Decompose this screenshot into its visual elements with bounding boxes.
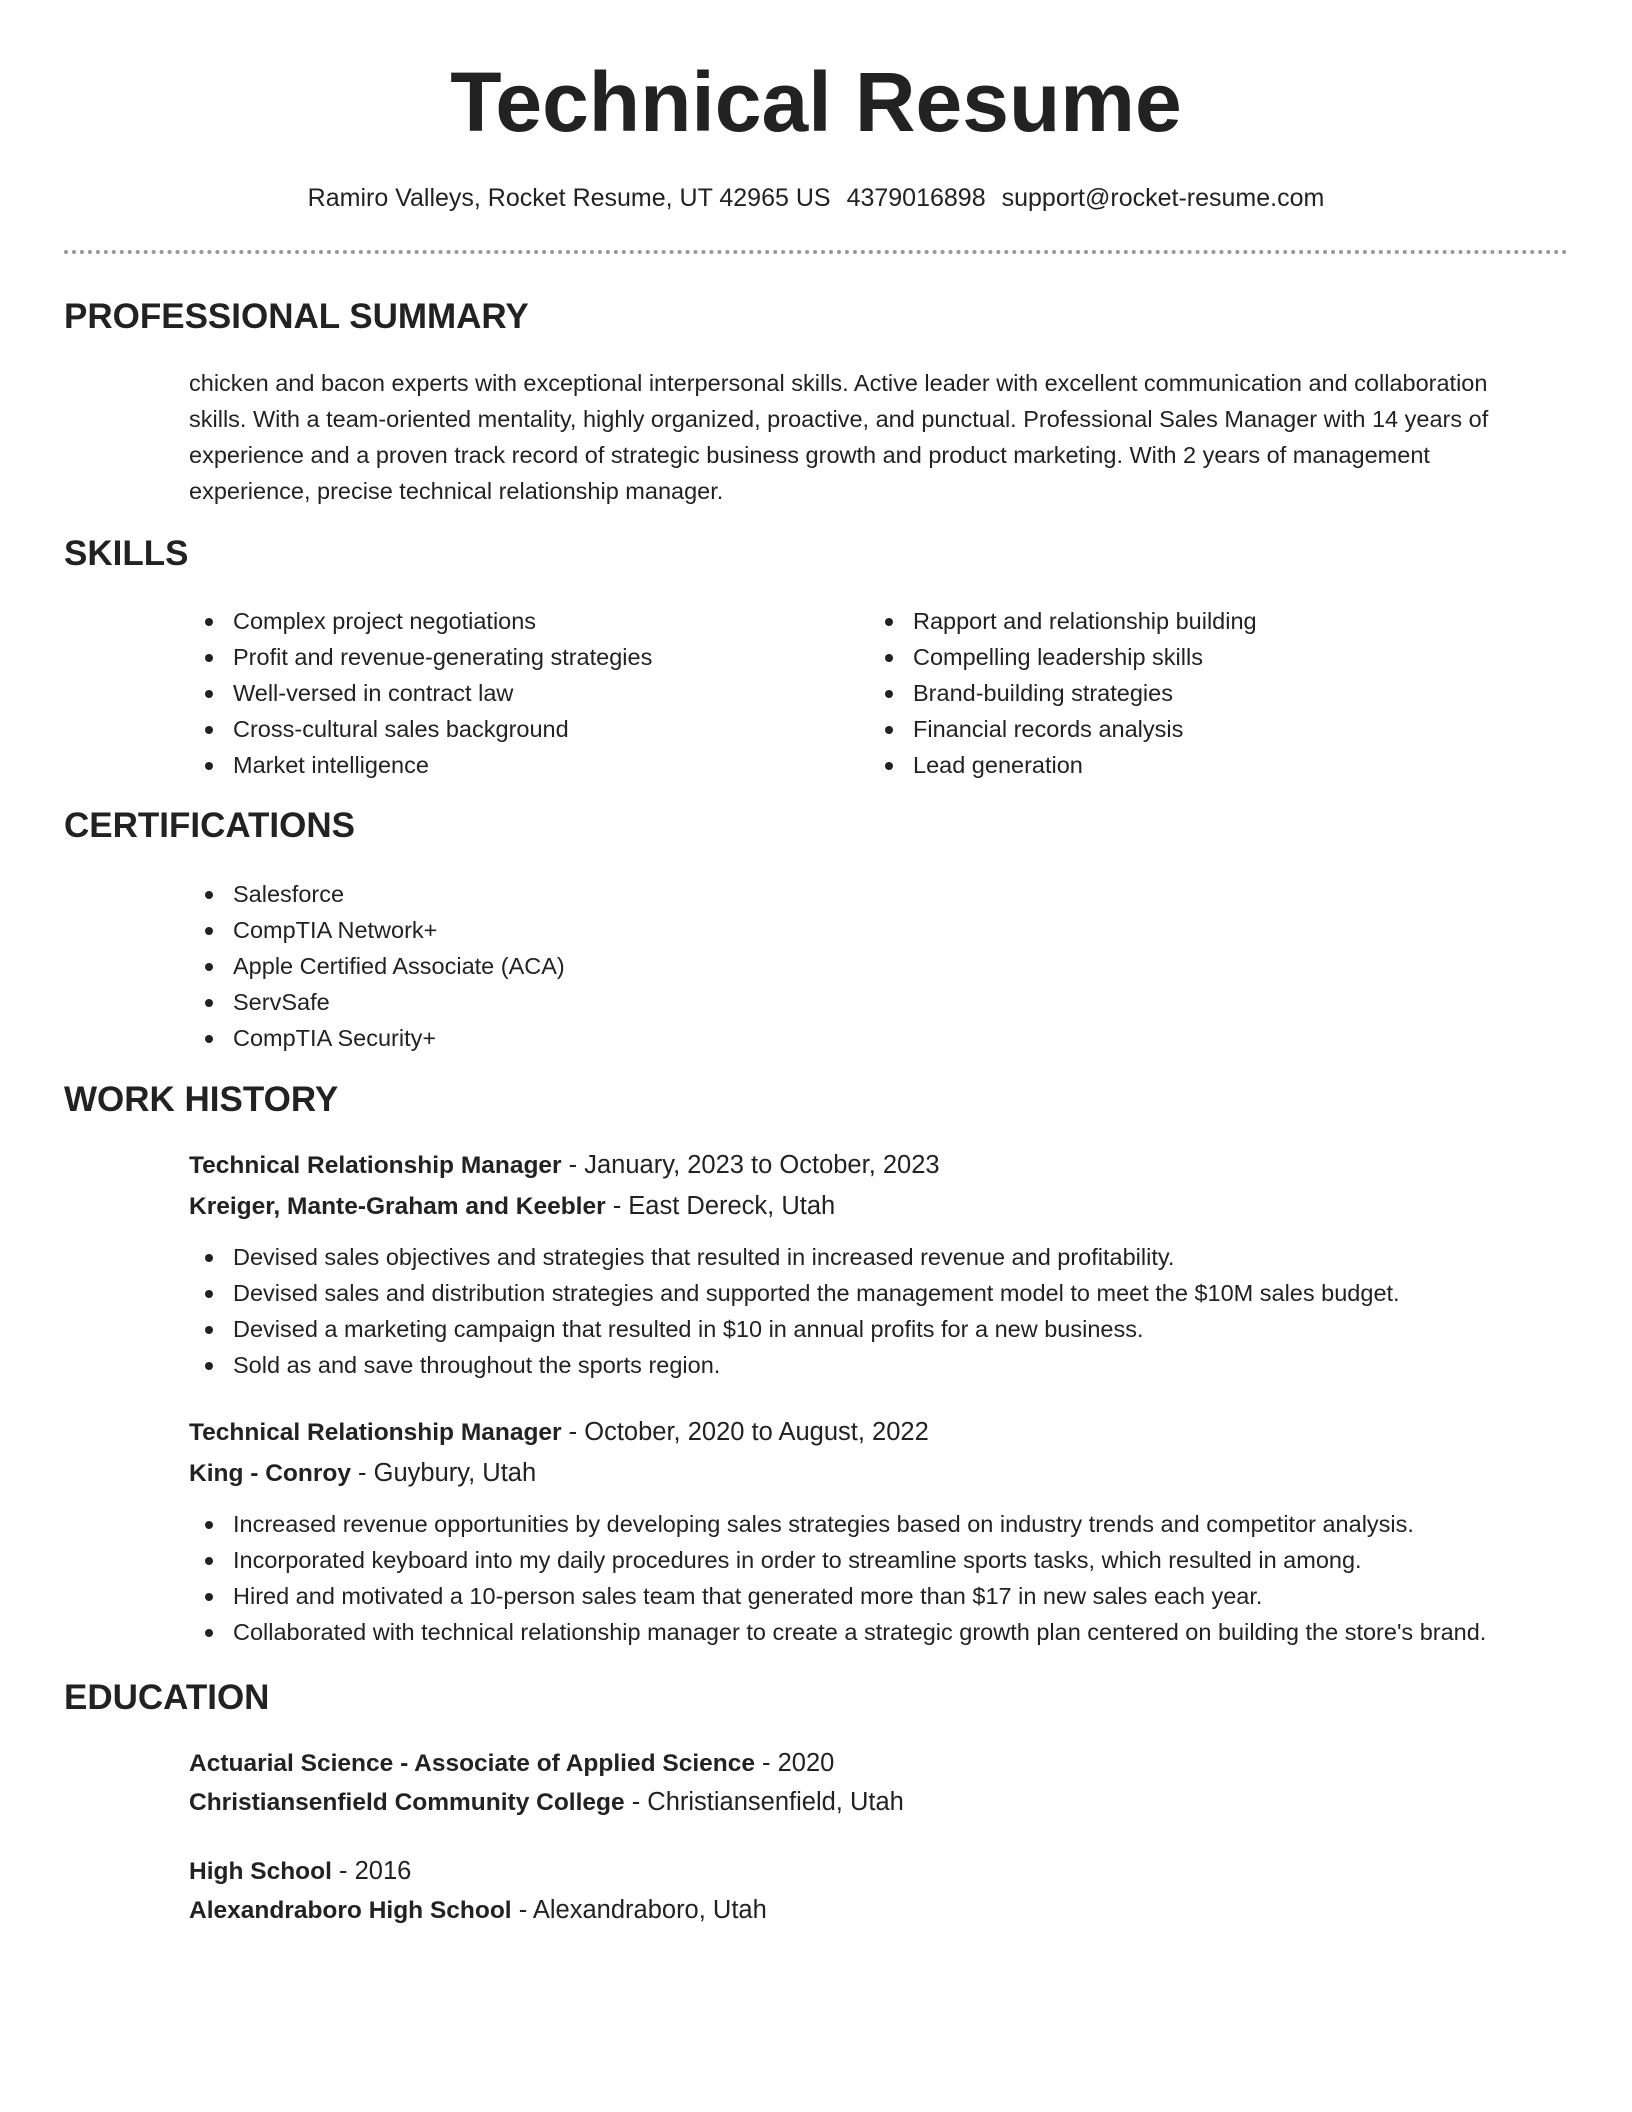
job-bullet: Devised sales and distribution strategies and supported the management model to meet the $10M sales budget. [189, 1275, 1589, 1311]
job-title: Technical Relationship Manager [189, 1152, 562, 1179]
certification-item: Apple Certified Associate (ACA) [189, 948, 989, 984]
skill-item: Compelling leadership skills [869, 639, 1529, 675]
skill-item: Brand-building strategies [869, 675, 1529, 711]
skill-item: Complex project negotiations [189, 603, 849, 639]
job-bullet: Devised a marketing campaign that resulted in $10 in annual profits for a new business. [189, 1311, 1589, 1347]
job-company: Kreiger, Mante-Graham and Keebler [189, 1193, 606, 1220]
skills-heading: SKILLS [64, 534, 189, 573]
education-heading: EDUCATION [64, 1678, 270, 1717]
skill-item: Market intelligence [189, 747, 849, 783]
contact-phone: 4379016898 [846, 184, 986, 212]
job-company-line [189, 1453, 1589, 1494]
education-entry [189, 1744, 1389, 1822]
skills-list-left [189, 603, 849, 783]
education-school-line [189, 1891, 1389, 1930]
certifications-heading: CERTIFICATIONS [64, 806, 356, 845]
skill-item: Well-versed in contract law [189, 675, 849, 711]
job-entry [189, 1145, 1589, 1383]
certification-item: Salesforce [189, 876, 989, 912]
contact-email: support@rocket-resume.com [1001, 184, 1325, 212]
job-company: King - Conroy [189, 1460, 351, 1487]
job-title-line [189, 1145, 1589, 1186]
work-history-heading: WORK HISTORY [64, 1080, 339, 1119]
skill-item: Cross-cultural sales background [189, 711, 849, 747]
job-location: - Guybury, Utah [350, 1459, 537, 1487]
education-school: Christiansenfield Community College [189, 1789, 625, 1816]
job-bullet: Devised sales objectives and strategies that resulted in increased revenue and profitability. [189, 1239, 1589, 1275]
job-dates: - October, 2020 to August, 2022 [561, 1418, 929, 1446]
contact-info [0, 180, 1632, 216]
job-bullet: Collaborated with technical relationship manager to create a strategic growth plan centered on building the store's brand. [189, 1614, 1589, 1650]
education-degree: High School [189, 1858, 332, 1885]
education-location: - Alexandraboro, Utah [511, 1896, 767, 1924]
job-location: - East Dereck, Utah [605, 1192, 836, 1220]
skills-list-right [869, 603, 1529, 783]
job-title-line [189, 1412, 1589, 1453]
header-divider [64, 250, 1568, 254]
job-title: Technical Relationship Manager [189, 1419, 562, 1446]
job-bullets [189, 1239, 1589, 1383]
job-dates: - January, 2023 to October, 2023 [561, 1151, 940, 1179]
education-year: - 2020 [754, 1749, 835, 1777]
job-bullets [189, 1506, 1589, 1650]
job-company-line [189, 1186, 1589, 1227]
contact-address: Ramiro Valleys, Rocket Resume, UT 42965 US [307, 184, 831, 212]
education-school: Alexandraboro High School [189, 1897, 512, 1924]
skill-item: Lead generation [869, 747, 1529, 783]
certification-item: CompTIA Security+ [189, 1020, 989, 1056]
education-year: - 2016 [331, 1857, 412, 1885]
summary-text: chicken and bacon experts with exceptional interpersonal skills. Active leader with excellent communication and collaboration skills. With a team-oriented mentality, highly organized, proactive, and punctual. Professional Sales Manager with 14 years of experience and a proven track record of strategic business growth and product marketing. With 2 years of management experience, precise technical relationship manager. [189, 370, 1489, 504]
education-school-line [189, 1783, 1389, 1822]
certification-item: CompTIA Network+ [189, 912, 989, 948]
education-location: - Christiansenfield, Utah [624, 1788, 904, 1816]
resume-title: Technical Resume [450, 55, 1182, 149]
summary-heading: PROFESSIONAL SUMMARY [64, 297, 529, 336]
education-degree-line [189, 1744, 1389, 1783]
job-bullet: Incorporated keyboard into my daily procedures in order to streamline sports tasks, which resulted in among. [189, 1542, 1589, 1578]
education-degree-line [189, 1852, 1389, 1891]
certification-item: ServSafe [189, 984, 989, 1020]
job-bullet: Increased revenue opportunities by developing sales strategies based on industry trends and competitor analysis. [189, 1506, 1589, 1542]
certifications-list [189, 876, 989, 1056]
education-degree: Actuarial Science - Associate of Applied Science [189, 1750, 755, 1777]
job-bullet: Sold as and save throughout the sports region. [189, 1347, 1589, 1383]
education-entry [189, 1852, 1389, 1930]
job-bullet: Hired and motivated a 10-person sales team that generated more than $17 in new sales each year. [189, 1578, 1589, 1614]
skill-item: Financial records analysis [869, 711, 1529, 747]
skill-item: Profit and revenue-generating strategies [189, 639, 849, 675]
job-entry [189, 1412, 1589, 1650]
skill-item: Rapport and relationship building [869, 603, 1529, 639]
